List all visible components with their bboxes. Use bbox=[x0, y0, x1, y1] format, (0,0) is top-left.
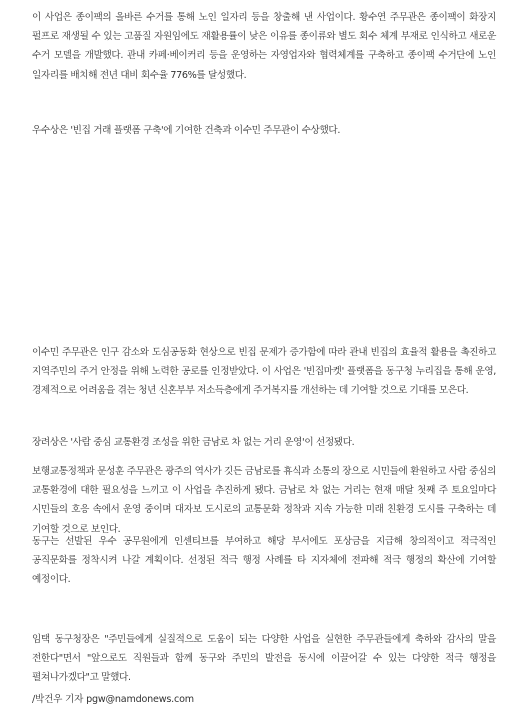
reporter-byline: /박건우 기자 pgw@namdonews.com bbox=[32, 694, 194, 705]
blank-ad-space bbox=[32, 150, 496, 335]
article-paragraph: 임택 동구청장은 "주민들에게 실질적으로 도움이 되는 다양한 사업을 실현한 주무관들에게 축하와 감사의 말을 전한다"면서 "앞으로도 직원들과 함께 동구와 주민의 발전을 동시에 이끌어갈 수 있는 다양한 적극 행정을 펼쳐나가겠다"고 말했다. bbox=[32, 634, 496, 684]
article-paragraph: 보행교통정책과 문성훈 주무관은 광주의 역사가 깃든 금남로를 휴식과 소통의 장으로 시민들에 환원하고 사람 중심의 교통환경에 대한 필요성을 느끼고 이 사업을 추진하게 됐다. 금남로 차 없는 거리는 현재 매달 첫째 주 토요일마다 시민들의 호응 속에서 운영 중이며 대자보 도시로의 교통문화 정착과 지속 가능한 미래 친환경 도시를 구축하는 데 기여할 것으로 보인다. bbox=[32, 466, 496, 535]
article-paragraph: 우수상은 '빈집 거래 플랫폼 구축'에 기여한 건축과 이수민 주무관이 수상했다. bbox=[32, 125, 341, 136]
article-paragraph: 장려상은 '사람 중심 교통환경 조성을 위한 금남로 차 없는 거리 운영'이 선정됐다. bbox=[32, 437, 355, 448]
article-paragraph: 이 사업은 종이팩의 올바른 수거를 통해 노인 일자리 등을 창출해 낸 사업이다. 황수연 주무관은 종이팩이 화장지 펄프로 재생될 수 있는 고품질 자원임에도 재활용률이 낮은 이유를 종이류와 별도 회수 체계 부재로 인식하고 새로운 수거 모델을 개발했다. 관내 카페·베이커리 등을 운영하는 자영업자와 협력체계를 구축하고 종이팩 수거단에 노인 일자리를 배치해 전년 대비 회수율 776%를 달성했다. bbox=[32, 12, 496, 81]
article-paragraph: 이수민 주무관은 인구 감소와 도심공동화 현상으로 빈집 문제가 증가함에 따라 관내 빈집의 효율적 활용을 촉진하고 지역주민의 주거 안정을 위해 노력한 공로를 인정받았다. 이 사업은 '빈집마켓' 플랫폼을 동구청 누리집을 통해 운영, 경제적으로 어려움을 겪는 청년 신혼부부 저소득층에게 주거복지를 개선하는 데 기여할 것으로 기대를 모은다. bbox=[32, 347, 496, 397]
article-paragraph: 동구는 선발된 우수 공무원에게 인센티브를 부여하고 해당 부서에도 포상금을 지급해 창의적이고 적극적인 공직문화를 정착시켜 나갈 계획이다. 선정된 적극 행정 사례를 타 지자체에 전파해 적극 행정의 확산에 기여할 예정이다. bbox=[32, 536, 496, 586]
